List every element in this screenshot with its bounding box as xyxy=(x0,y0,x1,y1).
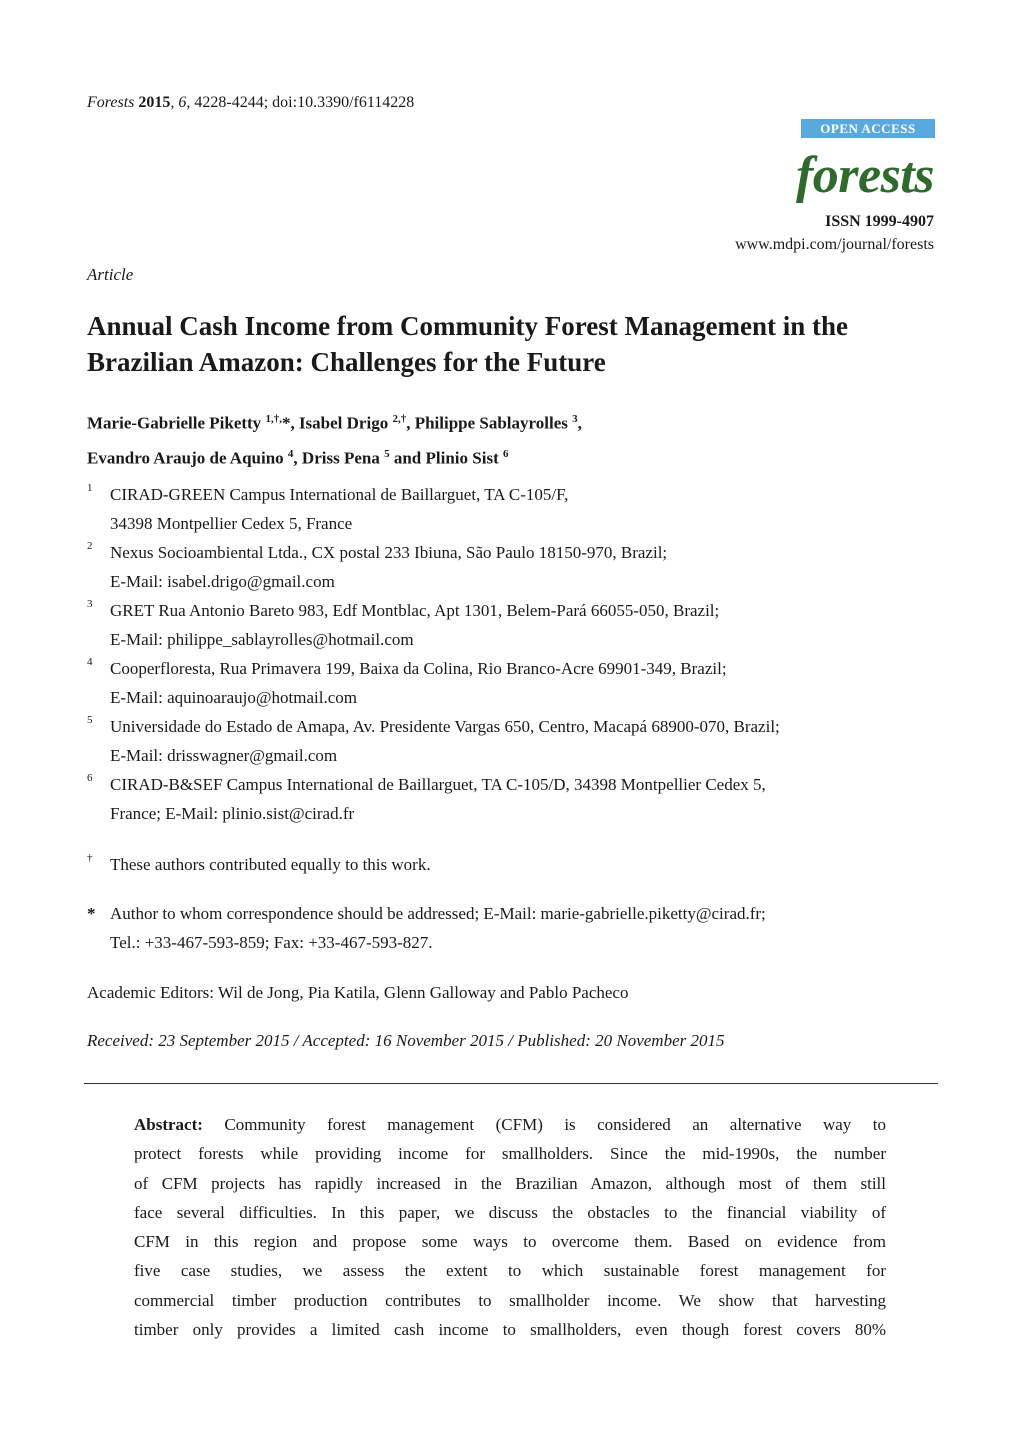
author-sup: 4 xyxy=(287,447,294,460)
corresponding-star: * xyxy=(281,413,291,433)
abstract-line: five case studies, we assess the extent to which sustainable forest management for xyxy=(134,1261,886,1281)
citation-rest: , 4228-4244; doi:10.3390/f6114228 xyxy=(186,94,415,111)
volume: 6 xyxy=(178,94,187,111)
affiliation-email[interactable]: E-Mail: philippe_sablayrolles@hotmail.com xyxy=(110,630,414,649)
abstract-line xyxy=(134,1110,886,1139)
journal-url[interactable]: www.mdpi.com/journal/forests xyxy=(735,236,934,253)
author-sup: 3 xyxy=(572,413,578,425)
author-sep: , xyxy=(293,448,302,468)
abstract-line: timber only provides a limited cash income to smallholders, even though forest covers 80% xyxy=(134,1320,886,1340)
journal-logo: forests xyxy=(795,147,934,204)
affiliation-email[interactable]: E-Mail: aquinoaraujo@hotmail.com xyxy=(110,688,357,707)
affiliation-number: 4 xyxy=(87,656,93,668)
open-access-badge: OPEN ACCESS xyxy=(801,119,935,138)
note-text: Tel.: +33-467-593-859; Fax: +33-467-593-827. xyxy=(110,933,433,952)
correspondence-note xyxy=(87,899,950,957)
author-sep: , xyxy=(290,413,299,433)
academic-editors: Academic Editors: Wil de Jong, Pia Katila, Glenn Galloway and Pablo Pacheco xyxy=(87,983,629,1002)
author-sup: 1,†, xyxy=(265,413,282,425)
abstract xyxy=(134,1110,886,1344)
journal-italic: Forests xyxy=(87,94,135,111)
affiliation-email[interactable]: France; E-Mail: plinio.sist@cirad.fr xyxy=(110,804,355,823)
author-sup: 2,† xyxy=(392,413,407,425)
affiliations xyxy=(87,480,947,828)
affiliation xyxy=(87,654,947,712)
affiliation xyxy=(87,480,947,538)
affiliation-number: 5 xyxy=(87,714,93,726)
abstract-line: protect forests while providing income for smallholders. Since the mid-1990s, the number xyxy=(134,1144,886,1164)
affiliation-number: 6 xyxy=(87,772,93,784)
author-sup: 6 xyxy=(502,447,509,460)
affiliation-line: 34398 Montpellier Cedex 5, France xyxy=(110,514,353,533)
author-name: Marie-Gabrielle Piketty xyxy=(87,413,262,433)
paper-title: Annual Cash Income from Community Forest Management in the Brazilian Amazon: Challenges for the Future xyxy=(87,311,848,377)
dagger-mark: † xyxy=(87,852,93,864)
author-sup: 5 xyxy=(384,447,390,460)
author-list xyxy=(87,404,582,473)
affiliation xyxy=(87,596,947,654)
author-line-1 xyxy=(87,404,582,439)
affiliation-line: Cooperfloresta, Rua Primavera 199, Baixa da Colina, Rio Branco-Acre 69901-349, Brazil; xyxy=(110,659,727,678)
abstract-line: CFM in this region and propose some ways to overcome them. Based on evidence from xyxy=(134,1232,886,1252)
affiliation-number: 1 xyxy=(87,482,93,494)
affiliation xyxy=(87,538,947,596)
affiliation-line: Nexus Socioambiental Ltda., CX postal 233 Ibiuna, São Paulo 18150-970, Brazil; xyxy=(110,543,668,562)
note-text[interactable]: Author to whom correspondence should be addressed; E-Mail: marie-gabrielle.piketty@cirad.fr; xyxy=(110,904,766,923)
affiliation-email[interactable]: E-Mail: drisswagner@gmail.com xyxy=(110,746,338,765)
abstract-label: Abstract: xyxy=(134,1115,203,1134)
issn: ISSN 1999-4907 xyxy=(825,213,934,230)
abstract-line: face several difficulties. In this paper, we discuss the obstacles to the financial viability of xyxy=(134,1202,886,1222)
author-name: Philippe Sablayrolles xyxy=(414,413,568,433)
affiliation-line: CIRAD-B&SEF Campus International de Baillarguet, TA C-105/D, 34398 Montpellier Cedex 5, xyxy=(110,775,766,794)
affiliation xyxy=(87,712,947,770)
article-type: Article xyxy=(87,265,134,284)
equal-contribution-note xyxy=(87,850,950,879)
affiliation-email[interactable]: E-Mail: isabel.drigo@gmail.com xyxy=(110,572,335,591)
author-sep: and xyxy=(389,448,426,468)
author-line-2 xyxy=(87,439,582,474)
author-name: Isabel Drigo xyxy=(298,413,389,433)
affiliation-line: GRET Rua Antonio Bareto 983, Edf Montblac, Apt 1301, Belem-Pará 66055-050, Brazil; xyxy=(110,601,720,620)
abstract-text: Community forest management (CFM) is considered an alternative way to xyxy=(224,1115,887,1134)
abstract-line: of CFM projects has rapidly increased in the Brazilian Amazon, although most of them still xyxy=(134,1173,886,1193)
affiliation xyxy=(87,770,947,828)
citation-line: Forests 2015, 6, 4228-4244; doi:10.3390/f6114228 xyxy=(87,94,415,111)
divider xyxy=(84,1083,938,1084)
publication-dates: Received: 23 September 2015 / Accepted: 16 November 2015 / Published: 20 November 2015 xyxy=(87,1031,725,1050)
author-sep: , xyxy=(406,413,415,433)
affiliation-number: 2 xyxy=(87,540,93,552)
star-mark: * xyxy=(87,904,96,923)
author-sep: , xyxy=(577,413,582,433)
author-name: Driss Pena xyxy=(301,448,380,468)
affiliation-number: 3 xyxy=(87,598,93,610)
author-name: Plinio Sist xyxy=(425,448,499,468)
year: 2015 xyxy=(138,94,171,111)
abstract-line: commercial timber production contributes to smallholder income. We show that harvesting xyxy=(134,1290,886,1310)
affiliation-line: Universidade do Estado de Amapa, Av. Presidente Vargas 650, Centro, Macapá 68900-070, Brazil; xyxy=(110,717,780,736)
author-name: Evandro Araujo de Aquino xyxy=(87,448,284,468)
note-text: These authors contributed equally to this work. xyxy=(110,855,431,874)
affiliation-line: CIRAD-GREEN Campus International de Baillarguet, TA C-105/F, xyxy=(110,485,569,504)
